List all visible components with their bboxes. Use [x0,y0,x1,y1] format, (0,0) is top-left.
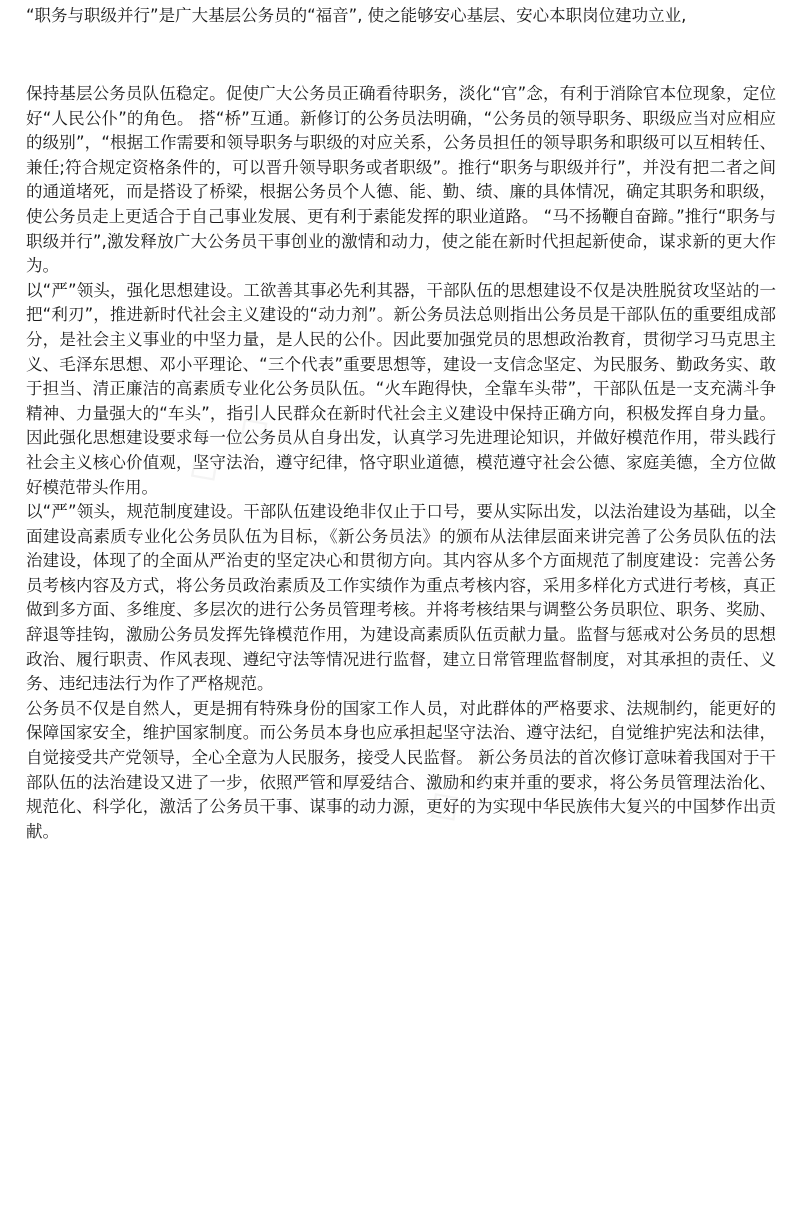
watermark-decoration: ◇ ◇ [414,736,526,835]
paragraph-3: 以“严”领头，规范制度建设。干部队伍建设绝非仅止于口号，要从实际出发，以法治建设为基础，以全面建设高素质专业化公务员队伍为目标，《新公务员法》的颁布从法律层面来讲完善了公务员队伍的法治建设，体现了的全面从严治吏的坚定决心和贯彻方向。其内容从多个方面规范了制度建设：完善公务员考核内容及方式，将公务员政治素质及工作实绩作为重点考核内容，采用多样化方式进行考核，真正做到多方面、多维度、多层次的进行公务员管理考核。并将考核结果与调整公务员职位、职务、奖励、辞退等挂钩，激励公务员发挥先锋模范作用，为建设高素质队伍贡献力量。监督与惩戒对公务员的思想政治、履行职责、作风表现、遵纪守法等情况进行监督，建立日常管理监督制度，对其承担的责任、义务、违纪违法行为作了严格规范。 [26,502,776,694]
watermark-decoration: ◇ ◇ [174,396,286,495]
paragraph-2: 以“严”领头，强化思想建设。工欲善其事必先利其器，干部队伍的思想建设不仅是决胜脱贫攻坚站的一把“利刃”，推进新时代社会主义建设的“动力剂”。新公务员法总则指出公务员是干部队伍的重要组成部分，是社会主义事业的中坚力量，是人民的公仆。因此要加强党员的思想政治教育，贯彻学习马克思主义、毛泽东思想、邓小平理论、“三个代表”重要思想等，建设一支信念坚定、为民服务、勤政务实、敢于担当、清正廉洁的高素质专业化公务员队伍。“火车跑得快，全靠车头带”，干部队伍是一支充满斗争精神、力量强大的“车头”，指引人民群众在新时代社会主义建设中保持正确方向，积极发挥自身力量。因此强化思想建设要求每一位公务员从自身出发，认真学习先进理论知识，并做好模范作用，带头践行社会主义核心价值观，坚守法治，遵守纪律，恪守职业道德，模范遵守社会公德、家庭美德，全方位做好模范带头作用。 [26,280,776,497]
document-body [26,82,776,844]
top-text-line: “职务与职级并行”是广大基层公务员的“福音”, 使之能够安心基层、安心本职岗位建功立业, [26,6,687,25]
paragraph-4: 公务员不仅是自然人，更是拥有特殊身份的国家工作人员，对此群体的严格要求、法规制约，能更好的保障国家安全，维护国家制度。而公务员本身也应承担起坚守法治、遵守法纪，自觉维护宪法和法律，自觉接受共产党领导，全心全意为人民服务，接受人民监督。 新公务员法的首次修订意味着我国对于干部队伍的法治建设又进了一步，依照严管和厚爱结合、激励和约束并重的要求，将公务员管理法治化、规范化、科学化，激活了公务员干事、谋事的动力源，更好的为实现中华民族伟大复兴的中国梦作出贡献。 [26,698,776,841]
paragraph-1: 保持基层公务员队伍稳定。促使广大公务员正确看待职务，淡化“官”念，有利于消除官本位现象，定位好“人民公仆”的角色。 搭“桥”互通。新修订的公务员法明确，“公务员的领导职务、职级应当对应相应的级别”，“根据工作需要和领导职务与职级的对应关系，公务员担任的领导职务和职级可以互相转任、兼任;符合规定资格条件的，可以晋升领导职务或者职级”。推行“职务与职级并行”，并没有把二者之间的通道堵死，而是搭设了桥梁，根据公务员个人德、能、勤、绩、廉的具体情况，确定其职务和职级，使公务员走上更适合于自己事业发展、更有利于素能发挥的职业道路。 “马不扬鞭自奋蹄。”推行“职务与职级并行”,激发释放广大公务员干事创业的激情和动力，使之能在新时代担起新使命，谋求新的更大作为。 [26,84,776,276]
